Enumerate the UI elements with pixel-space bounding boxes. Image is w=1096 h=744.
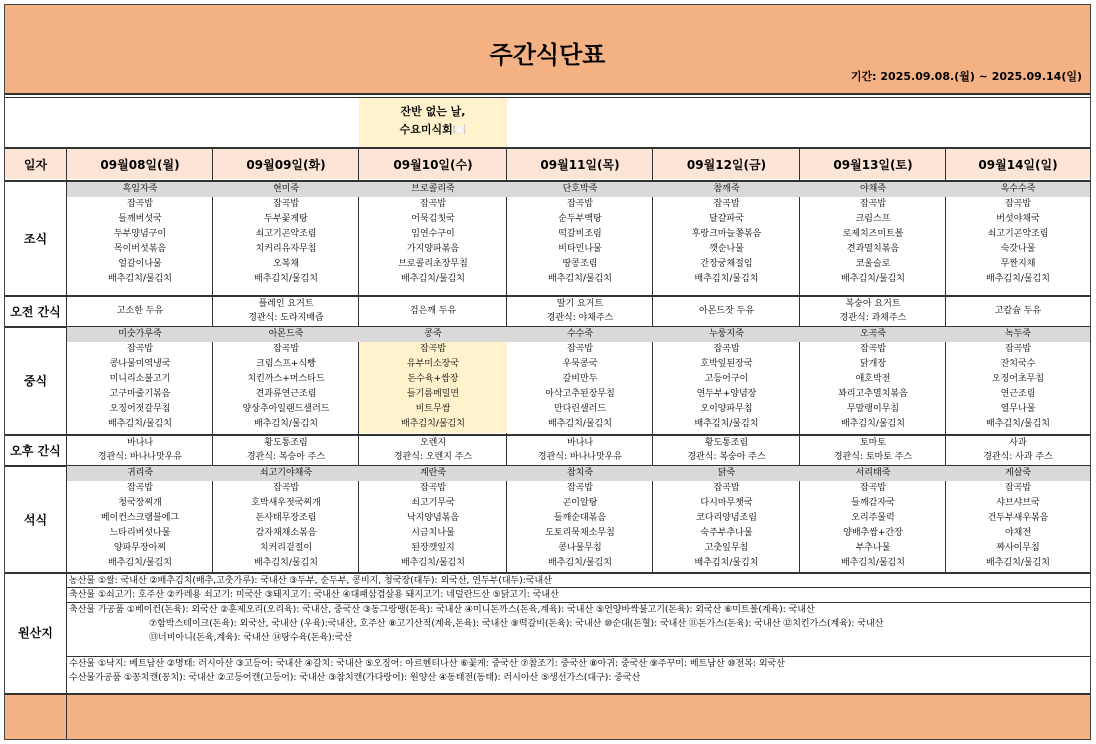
day-header: 09월10일(수): [393, 157, 473, 172]
menu-item: 숙갓나물: [1000, 244, 1036, 254]
menu-item: 검은깨 두유: [409, 306, 457, 316]
origin-block: [67, 603, 1089, 645]
menu-item: 돈사태무장조림: [255, 513, 317, 523]
am-snack-cell: [507, 297, 653, 325]
menu-item: 느타리버섯나물: [109, 528, 171, 538]
porridge-item: 계란죽: [359, 466, 507, 481]
pm-snack-cell: [946, 436, 1090, 464]
menu-item: 청국장찌개: [118, 498, 162, 508]
origin-divider: [67, 602, 1090, 603]
menu-item: 배추김치/물김치: [841, 274, 905, 284]
day-header: 09월08일(월): [100, 157, 180, 172]
pm-snack-cell: [67, 436, 213, 464]
menu-item: 코다리양념조림: [696, 513, 757, 523]
menu-item: 쇠고기곤약조림: [987, 229, 1049, 239]
footer-banner: [5, 693, 1090, 739]
menu-item: 배추김치/물김치: [986, 274, 1050, 284]
menu-item: 배추김치/물김치: [986, 558, 1050, 568]
am-snack-cell: [946, 304, 1090, 318]
menu-item: 연두부+양념장: [696, 389, 757, 399]
porridge-item: 옥수수죽: [946, 182, 1090, 197]
menu-item: 임연수구이: [411, 229, 455, 239]
menu-item: 배추김치/물김치: [401, 274, 465, 284]
breakfast-cell: [653, 182, 800, 294]
menu-item: 쇠고기곤약조림: [255, 229, 317, 239]
menu-item: 배추김치/물김치: [694, 274, 759, 284]
origin-block: [67, 588, 1089, 602]
day-header: 09월14일(일): [978, 157, 1058, 172]
porridge-item: 서리태죽: [800, 466, 946, 481]
menu-item: 부추나물: [855, 543, 891, 553]
origin-line: 축산물 가공품 ①베이컨(돈육): 외국산 ②훈제오리(오리육): 국내산, 중국산 ③동그랑땡(돈육): 국내산 ④미니돈까스(돈육,계육): 국내산 ⑤언양바싹불고기(돈육): 외국산 ⑥미트볼(계육): 국내산: [69, 605, 815, 615]
menu-item: 들깨버섯국: [118, 214, 162, 224]
day-header: 09월11일(목): [540, 157, 620, 172]
menu-item: 경관식: 토마토 주스: [833, 452, 913, 462]
porridge-item: 단호박죽: [507, 182, 653, 197]
menu-item: 호박새우젓국찌개: [251, 498, 321, 508]
menu-item: 오이양파무침: [700, 404, 753, 414]
pm-snack-cell: [507, 436, 653, 464]
menu-item: 아몬드잣 두유: [698, 306, 755, 316]
menu-item: 깻순나물: [709, 244, 744, 254]
menu-item: 잡곡밥: [272, 199, 300, 209]
menu-item: 치커리겉절이: [259, 543, 313, 553]
porridge-item: 귀리죽: [67, 466, 213, 481]
menu-item: 딸기 요거트: [556, 299, 604, 309]
lunch-cell: [653, 327, 800, 433]
menu-item: 배추김치/물김치: [108, 274, 172, 284]
menu-item: 잡곡밥: [859, 344, 887, 354]
menu-item: 배추김치/물김치: [986, 419, 1050, 429]
menu-item: 경관식: 오렌지 주스: [393, 452, 473, 462]
menu-item: 잡곡밥: [272, 483, 300, 493]
lunch-cell: [213, 327, 359, 433]
menu-item: 비트무쌈: [415, 404, 451, 414]
origin-line: 축산물 ①쇠고기: 호주산 ②카레용 쇠고기: 미국산 ③돼지고기: 국내산 ④대패삼겹살용 돼지고기: 네덜란드산 ⑤닭고기: 국내산: [69, 590, 559, 600]
breakfast-cell: [507, 182, 653, 294]
menu-item: 들깨순대볶음: [553, 513, 607, 523]
breakfast-cell: [67, 182, 213, 294]
notice-box: [359, 97, 507, 147]
porridge-item: 야채죽: [800, 182, 946, 197]
dinner-cell: [800, 466, 946, 572]
pm-snack-label: 오후 간식: [10, 443, 61, 458]
menu-item: 경관식: 바나나맛우유: [537, 452, 623, 462]
menu-item: 잡곡밥: [126, 344, 154, 354]
menu-item: 오복채: [272, 259, 300, 269]
menu-item: 잡곡밥: [126, 199, 154, 209]
lunch-label: 중식: [23, 373, 48, 388]
menu-item: 배추김치/물김치: [841, 419, 905, 429]
dinner-cell: [213, 466, 359, 572]
menu-item: 잡곡밥: [566, 483, 594, 493]
pm-snack-cell: [359, 436, 507, 464]
menu-item: 잡곡밥: [713, 199, 740, 209]
menu-item: 샤브샤브국: [996, 498, 1040, 508]
menu-item: 황도통조림: [264, 438, 308, 448]
menu-item: 오리주물럭: [851, 513, 895, 523]
porridge-item: 녹두죽: [946, 327, 1090, 342]
pm-snack-cell: [653, 436, 800, 464]
menu-item: 도토리묵채소무침: [545, 528, 615, 538]
menu-item: 건두부새우볶음: [987, 513, 1049, 523]
origin-line: ⑬너비아니(돈육,계육): 국내산 ⑭탕수육(돈육):국산: [149, 633, 353, 643]
menu-item: 콩나물미역냉국: [109, 359, 171, 369]
menu-item: 잡곡밥: [1004, 483, 1032, 493]
origin-block: [67, 574, 1089, 588]
menu-item: 얼갈이나물: [118, 259, 162, 269]
pm-snack-cell: [213, 436, 359, 464]
lunch-cell: [359, 327, 507, 433]
menu-item: 잡곡밥: [419, 483, 447, 493]
menu-item: 두부꽃게탕: [264, 214, 308, 224]
menu-item: 배추김치/물김치: [108, 419, 172, 429]
lunch-cell: [67, 327, 213, 433]
porridge-item: 게살죽: [946, 466, 1090, 481]
dinner-cell: [507, 466, 653, 572]
menu-item: 숙주부추나물: [700, 528, 753, 538]
menu-item: 갈비만두: [562, 374, 598, 384]
origin-divider: [67, 656, 1090, 657]
menu-item: 무말랭이무침: [846, 404, 900, 414]
menu-item: 가지양파볶음: [406, 244, 460, 254]
menu-item: 닭개장: [859, 359, 887, 369]
origin-label: 원산지: [18, 625, 53, 640]
notice-line: 잔반 없는 날,: [400, 105, 466, 118]
porridge-item: 참깨죽: [653, 182, 800, 197]
menu-item: 양상추아일랜드샐러드: [242, 404, 330, 414]
menu-item: 복숭아 요거트: [845, 299, 901, 309]
breakfast-label: 조식: [23, 231, 48, 246]
menu-item: 배추김치/물김치: [108, 558, 172, 568]
menu-item: 고구마줄기볶음: [109, 389, 171, 399]
menu-item: 다시마무챗국: [700, 498, 753, 508]
dinner-cell: [653, 466, 800, 572]
menu-item: 배추김치/물김치: [401, 419, 465, 429]
menu-item: 후랑크마늘쫑볶음: [691, 229, 762, 239]
origin-line: ⑦함박스테이크(돈육): 외국산, 국내산 (우육):국내산, 호주산 ⑧고기산적(계육,돈육): 국내산 ⑨떡갈비(돈육): 국내산 ⑩순대(돈혈): 국내산 ⑪돈가스(돈육): 국내산 ⑫치킨가스(계육): 국내산: [149, 619, 884, 629]
menu-item: 황도통조림: [704, 438, 749, 448]
am-snack-cell: [213, 297, 359, 325]
lunch-cell: [800, 327, 946, 433]
menu-item: 토마토: [859, 438, 887, 448]
pm-snack-cell: [800, 436, 946, 464]
menu-item: 바나나: [566, 438, 594, 448]
dinner-cell: [67, 466, 213, 572]
menu-item: 잡곡밥: [859, 199, 887, 209]
porridge-item: 수수죽: [507, 327, 653, 342]
dinner-cell: [359, 466, 507, 572]
menu-item: 잡곡밥: [566, 199, 594, 209]
am-snack-cell: [800, 297, 946, 325]
menu-item: 떡갈비조림: [558, 229, 602, 239]
menu-item: 고등어구이: [704, 374, 749, 384]
menu-item: 경관식: 바나나맛우유: [97, 452, 183, 462]
porridge-item: 참치죽: [507, 466, 653, 481]
menu-item: 잡곡밥: [713, 344, 740, 354]
porridge-item: 아몬드죽: [213, 327, 359, 342]
menu-item: 잡곡밥: [566, 344, 594, 354]
menu-item: 경관식: 복숭아 주스: [246, 452, 326, 462]
menu-item: 잡곡밥: [419, 344, 447, 354]
menu-item: 오징어초무침: [991, 374, 1045, 384]
menu-item: 바나나: [126, 438, 154, 448]
breakfast-cell: [800, 182, 946, 294]
menu-item: 야채전: [1004, 528, 1032, 538]
menu-item: 곤이알탕: [562, 498, 598, 508]
menu-item: 잡곡밥: [859, 483, 887, 493]
header-banner: [5, 5, 1090, 95]
menu-item: 양배추쌈+간장: [843, 528, 903, 538]
menu-item: 오렌지: [419, 438, 447, 448]
menu-item: 돈수육+쌈장: [407, 374, 459, 384]
dinner-cell: [946, 466, 1090, 572]
menu-item: 간장궁채절임: [700, 259, 753, 269]
porridge-item: 현미죽: [213, 182, 359, 197]
menu-item: 크림스프: [855, 214, 891, 224]
menu-item: 짜사이무침: [996, 543, 1040, 553]
porridge-item: 닭죽: [653, 466, 800, 481]
menu-item: 베이컨스크램블에그: [100, 513, 180, 523]
menu-item: 치킨까스+머스타드: [247, 374, 325, 384]
menu-item: 잔치국수: [1000, 359, 1036, 369]
menu-item: 두부양념구이: [113, 229, 167, 239]
day-header: 09월12일(금): [686, 157, 767, 172]
menu-item: 고칼슘 두유: [994, 306, 1042, 316]
menu-item: 경관식: 사과 주스: [983, 452, 1053, 462]
origin-line: 수산물가공품 ①꽁치캔(꽁치): 국내산 ②고등어캔(고등어): 국내산 ③참치캔(가다랑어): 원양산 ④동태전(동태): 러시아산 ⑤생선가스(대구): 중국산: [69, 673, 641, 683]
menu-item: 로제치즈미트볼: [842, 229, 904, 239]
menu-item: 우묵콩국: [562, 359, 598, 369]
lunch-cell: [507, 327, 653, 433]
menu-item: 배추김치/물김치: [254, 558, 318, 568]
menu-item: 견과멸치볶음: [846, 244, 900, 254]
porridge-item: 오곡죽: [800, 327, 946, 342]
menu-item: 땅콩조림: [562, 259, 598, 269]
menu-item: 경관식: 야채주스: [546, 313, 614, 323]
menu-item: 버섯야채국: [996, 214, 1040, 224]
menu-item: 순두부백탕: [558, 214, 602, 224]
breakfast-cell: [359, 182, 507, 294]
menu-item: 고춧잎무침: [704, 543, 749, 553]
menu-item: 만다린샐러드: [553, 404, 607, 414]
menu-item: 목이버섯볶음: [113, 244, 167, 254]
menu-item: 잡곡밥: [272, 344, 300, 354]
menu-item: 잡곡밥: [126, 483, 154, 493]
lunch-cell: [946, 327, 1090, 433]
menu-item: 잡곡밥: [419, 199, 447, 209]
menu-item: 견과류연근조림: [255, 389, 317, 399]
day-header: 09월09일(화): [246, 157, 326, 172]
menu-item: 배추김치/물김치: [841, 558, 905, 568]
menu-item: 치커리유자무침: [255, 244, 317, 254]
menu-item: 브로콜리초장무침: [398, 259, 468, 269]
porridge-item: 누룽지죽: [653, 327, 800, 342]
porridge-item: 콩죽: [359, 327, 507, 342]
menu-item: 배추김치/물김치: [401, 558, 465, 568]
menu-item: 콩나물무침: [558, 543, 602, 553]
menu-item: 무짠지채: [1000, 259, 1036, 269]
am-snack-label: 오전 간식: [10, 304, 61, 319]
menu-item: 쇠고기무국: [411, 498, 455, 508]
menu-item: 경관식: 과채주스: [839, 313, 907, 323]
menu-item: 달걀파국: [709, 214, 744, 224]
menu-item: 경관식: 도라지배즙: [248, 313, 324, 323]
am-snack-cell: [359, 304, 507, 318]
menu-item: 배추김치/물김치: [694, 419, 759, 429]
menu-item: 꽈리고추멸치볶음: [838, 389, 908, 399]
date-label: 일자: [23, 157, 48, 172]
menu-item: 유부미소장국: [406, 359, 460, 369]
menu-item: 열무나물: [1000, 404, 1036, 414]
menu-item: 배추김치/물김치: [694, 558, 759, 568]
origin-line: 농산물 ①쌀: 국내산 ②배추김치(배추,고춧가루): 국내산 ③두부, 순두부, 콩비지, 청국장(대두): 외국산, 연두부(대두):국내산: [69, 576, 552, 586]
menu-item: 된장깻잎지: [411, 543, 455, 553]
porridge-item: 쇠고기야채죽: [213, 466, 359, 481]
menu-item: 양파무장아찌: [113, 543, 167, 553]
origin-divider: [67, 587, 1090, 588]
menu-item: 배추김치/물김치: [548, 419, 612, 429]
menu-item: 감자채채소볶음: [255, 528, 317, 538]
breakfast-cell: [946, 182, 1090, 294]
menu-item: 고소한 두유: [116, 306, 164, 316]
menu-item: 경관식: 복숭아 주스: [687, 452, 766, 462]
menu-item: 미니리소불고기: [109, 374, 171, 384]
menu-item: 애호박전: [855, 374, 891, 384]
menu-item: 배추김치/물김치: [254, 419, 318, 429]
menu-item: 잡곡밥: [1004, 344, 1032, 354]
menu-item: 사과: [1009, 438, 1027, 448]
page-title: 주간식단표: [489, 41, 606, 69]
menu-item: 크림스프+식빵: [256, 359, 316, 369]
menu-item: 들깨감자국: [851, 498, 895, 508]
dinner-label: 석식: [23, 512, 48, 527]
menu-item: 연근조림: [1000, 389, 1036, 399]
menu-item: 들기름메밀면: [406, 389, 460, 399]
menu-item: 오징어젓갈무침: [109, 404, 171, 414]
menu-item: 배추김치/물김치: [548, 274, 612, 284]
menu-item: 어묵김칫국: [411, 214, 455, 224]
porridge-item: 흑임자죽: [67, 182, 213, 197]
menu-item: 잡곡밥: [1004, 199, 1032, 209]
menu-item: 호박잎된장국: [700, 359, 753, 369]
porridge-item: 미숫가루죽: [67, 327, 213, 342]
origin-line: 수산물 ①낙지: 베트남산 ②명태: 러시아산 ③고등어: 국내산 ④갈치: 국내산 ⑤오징어: 아르헨티나산 ⑥꽃게: 중국산 ⑦참조기: 중국산 ⑧아귀: 중국산 ⑨주꾸미: 베트남산 ⑩전복: 외국산: [69, 659, 785, 669]
menu-item: 플레인 요거트: [258, 299, 314, 309]
menu-item: 잡곡밥: [713, 483, 740, 493]
menu-item: 아삭고추된장무침: [545, 389, 615, 399]
row-divider: [5, 97, 1090, 98]
notice-line: 수요미식회🍽️: [399, 123, 467, 136]
menu-item: 배추김치/물김치: [548, 558, 612, 568]
breakfast-cell: [213, 182, 359, 294]
menu-item: 배추김치/물김치: [254, 274, 318, 284]
menu-sheet: [4, 4, 1091, 740]
menu-item: 비타민나물: [558, 244, 602, 254]
menu-item: 낙지양념볶음: [406, 513, 460, 523]
porridge-item: 브로콜리죽: [359, 182, 507, 197]
am-snack-cell: [653, 304, 800, 318]
day-header: 09월13일(토): [833, 157, 913, 172]
menu-item: 코울슬로: [855, 259, 891, 269]
period-text: 기간: 2025.09.08.(월) ~ 2025.09.14(일): [850, 70, 1082, 83]
am-snack-cell: [67, 304, 213, 318]
menu-item: 시금치나물: [411, 528, 455, 538]
origin-block: [67, 657, 1089, 685]
